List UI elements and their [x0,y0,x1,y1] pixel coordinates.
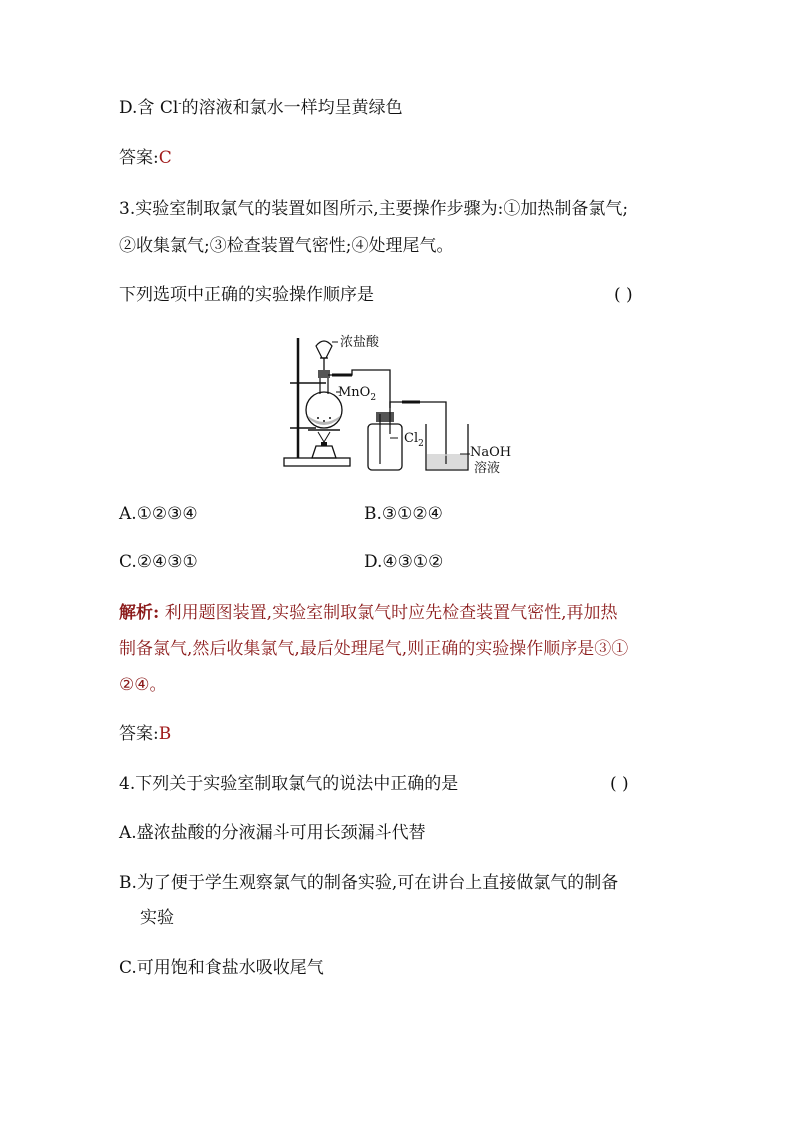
q3-stem-line3: 下列选项中正确的实验操作顺序是 [119,285,374,305]
q3-stem-line1: 3.实验室制取氯气的装置如图所示,主要操作步骤为:①加热制备氯气; [119,199,629,219]
answer-blank-q3: ( ) [614,285,633,305]
explanation-text1: 利用题图装置,实验室制取氯气时应先检查装置气密性,再加热 [159,603,618,623]
option-c-q3: C.②④③① [119,552,198,572]
answer-q3 [119,722,171,746]
answer-value: B [158,724,172,744]
explanation-line1 [119,601,618,625]
explanation-line3: ②④。 [119,675,167,695]
option-a-q3: A.①②③④ [119,504,198,524]
separatory-funnel [316,341,332,358]
answer-key: 答案: [119,724,159,744]
answer-q2 [119,146,172,170]
option-a-q4: A.盛浓盐酸的分液漏斗可用长颈漏斗代替 [119,823,426,843]
chloride-charge: - [178,98,182,110]
q4-stem: 4.下列关于实验室制取氯气的说法中正确的是 [119,774,459,794]
option-b-q4-line1: B.为了便于学生观察氯气的制备实验,可在讲台上直接做氯气的制备 [119,873,619,893]
label-cl2: $Cl_2$ [404,431,424,449]
stand-base [284,458,350,466]
alcohol-lamp [312,446,336,458]
explanation-line2: 制备氯气,然后收集氯气,最后处理尾气,则正确的实验操作顺序是③① [119,639,629,659]
label-naoh: NaOH [470,445,512,460]
chlorine-apparatus-figure [280,328,520,478]
option-d-q3: D.④③①② [364,552,444,572]
gas-collecting-bottle [368,424,402,470]
option-d-prefix: D.含 Cl [119,98,179,118]
explanation-label: 解析: [119,603,160,623]
label-solution: 溶液 [474,461,501,476]
answer-blank-q4: ( ) [610,774,629,794]
answer-key: 答案: [119,148,159,168]
option-c-q4: C.可用饱和食盐水吸收尾气 [119,958,324,978]
bottle-stopper [376,412,394,422]
flame [318,432,330,442]
option-d-suffix: 的溶液和氯水一样均呈黄绿色 [181,98,403,118]
answer-value: C [158,148,172,168]
option-b-q4-line2: 实验 [140,908,174,928]
option-d-q2 [119,96,403,120]
flask-stopper [318,370,330,378]
label-conc-hcl: 浓盐酸 [340,335,380,350]
label-mno2: MnO$_2$ [338,385,377,403]
option-b-q3: B.③①②④ [364,504,443,524]
naoh-solution [427,454,467,469]
q3-stem-line2: ②收集氯气;③检查装置气密性;④处理尾气。 [119,236,454,256]
